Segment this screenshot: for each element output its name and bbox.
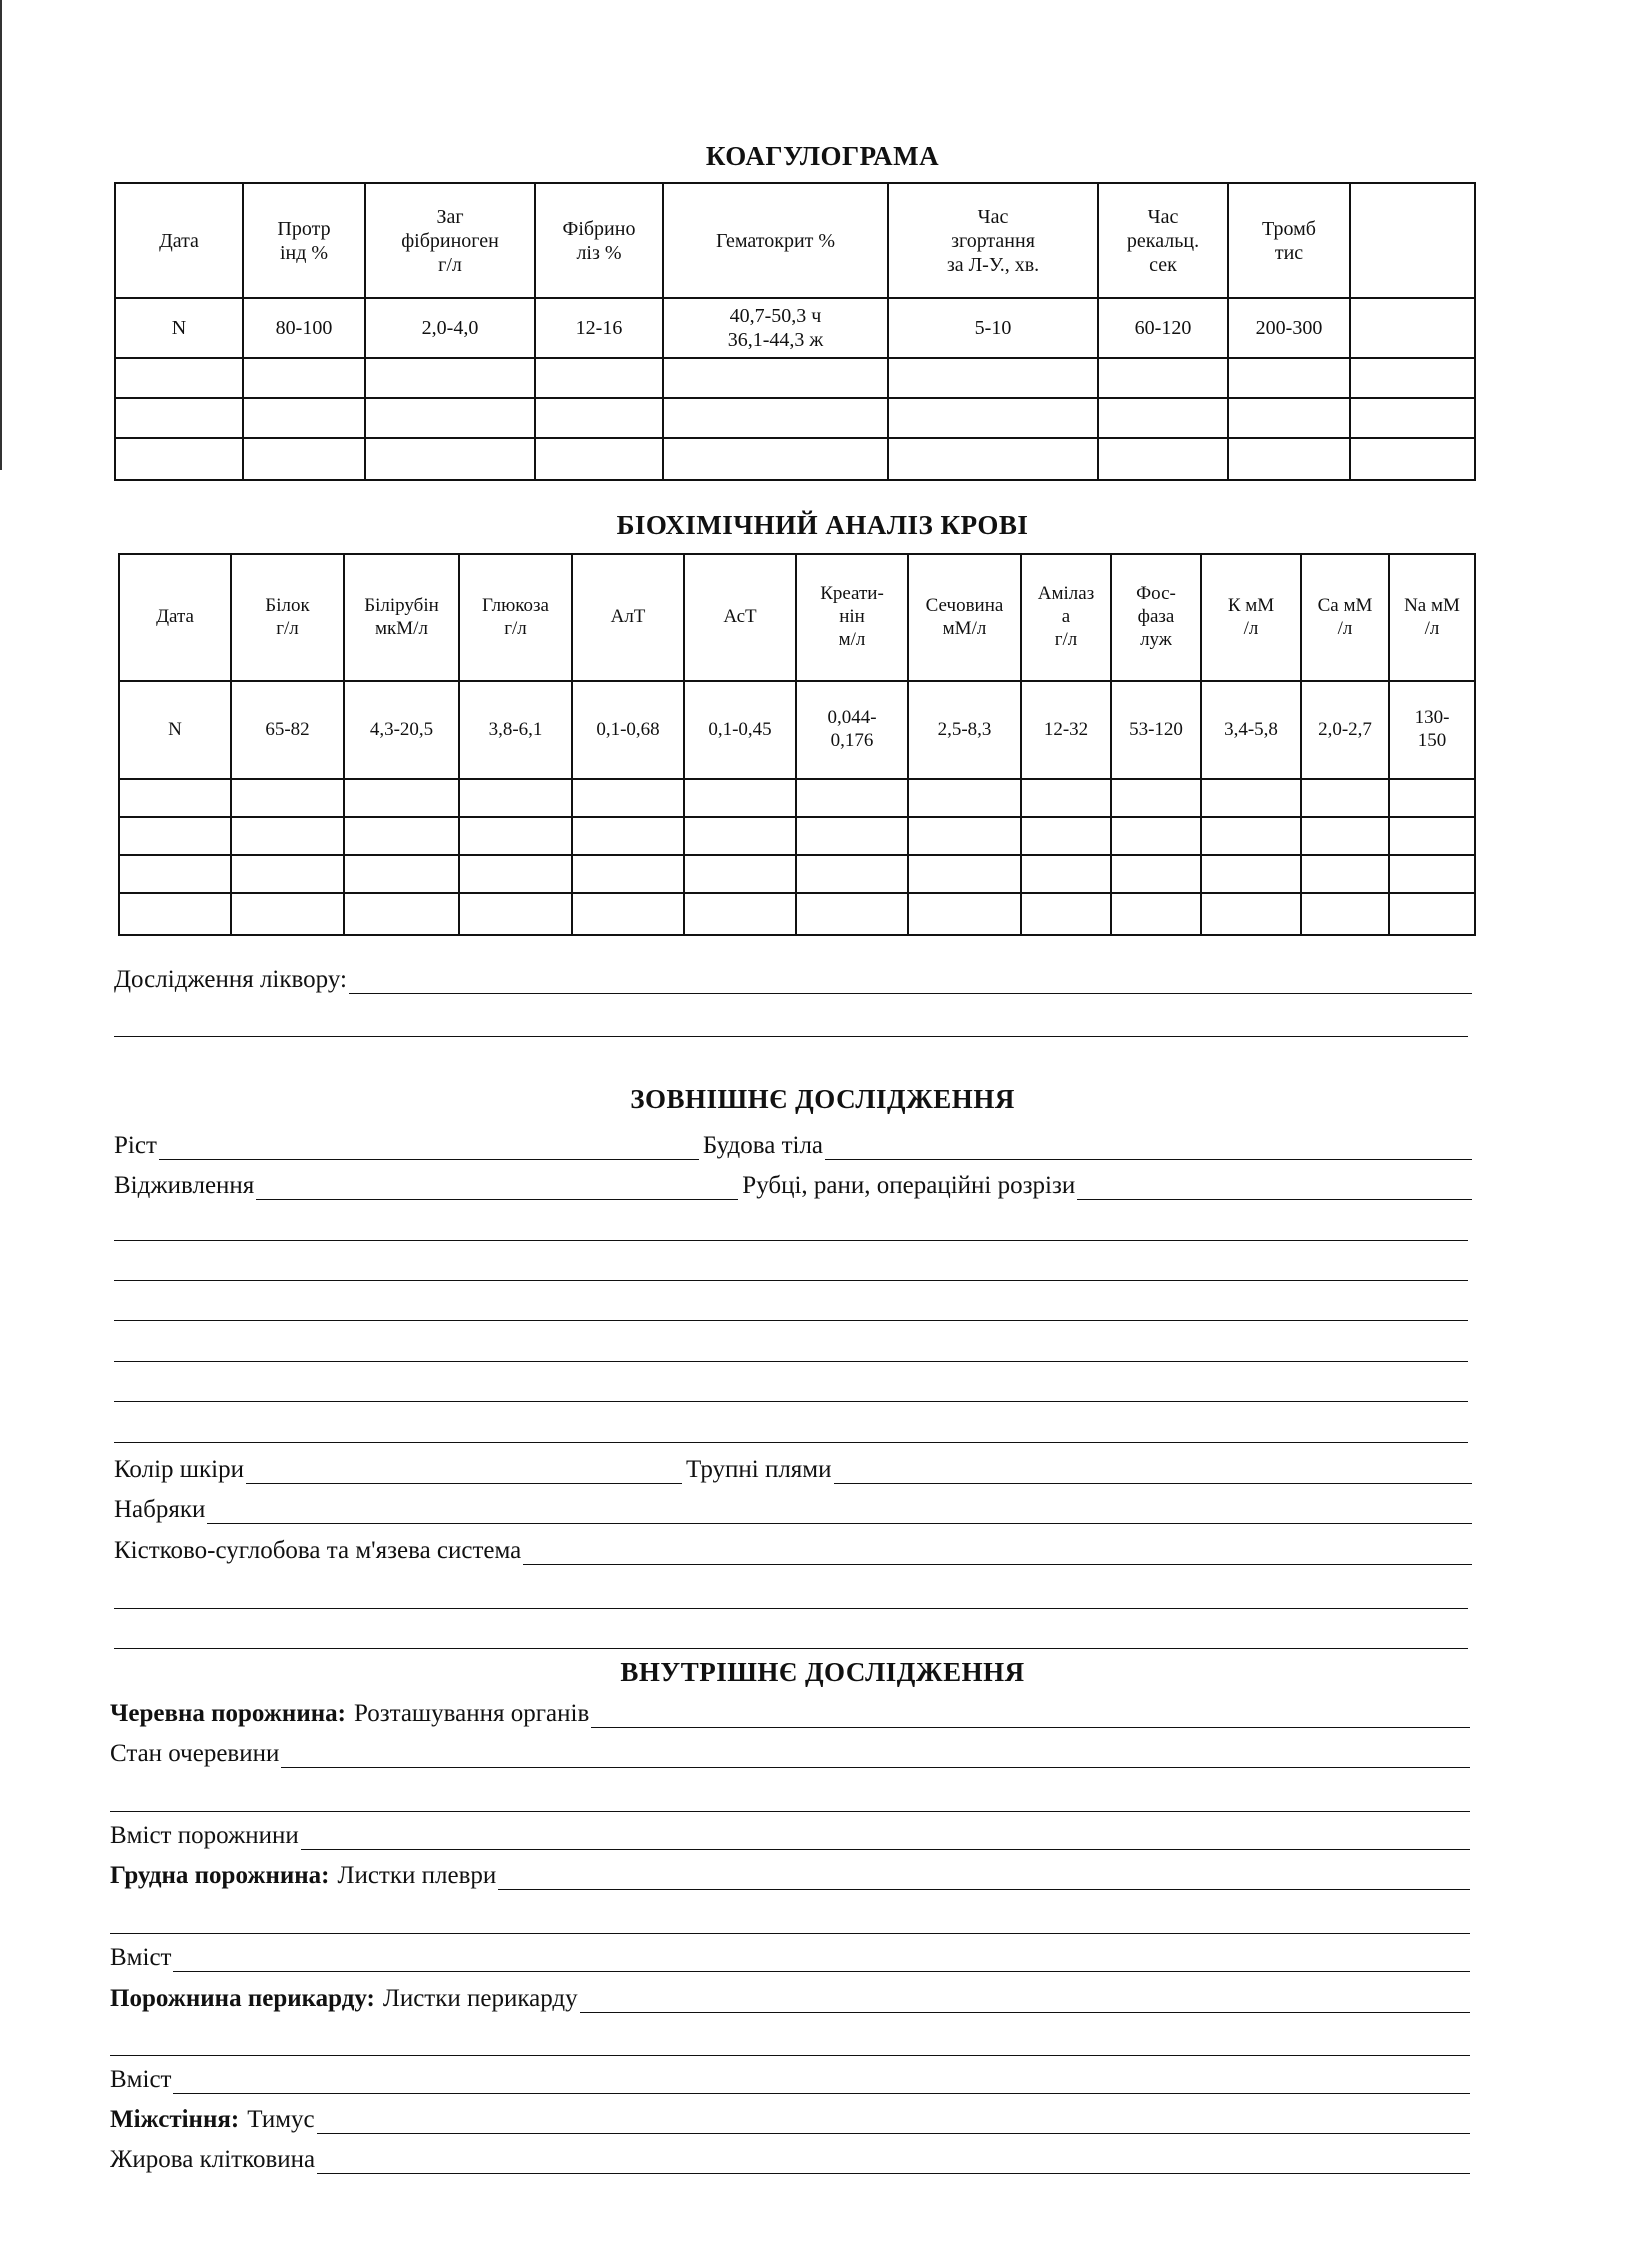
norm-cell xyxy=(1350,298,1475,358)
empty-cell[interactable] xyxy=(115,398,243,438)
empty-cell[interactable] xyxy=(459,779,572,817)
contents-label: Вміст xyxy=(110,1944,172,1971)
header-cell: АлТ xyxy=(572,554,684,681)
norm-cell: 4,3-20,5 xyxy=(344,681,459,779)
empty-cell[interactable] xyxy=(663,398,888,438)
table-header-row xyxy=(115,183,1475,298)
empty-cell[interactable] xyxy=(572,855,684,893)
header-cell: Заг фібриноген г/л xyxy=(365,183,535,298)
scars-input-line[interactable] xyxy=(1077,1167,1472,1200)
blank-line[interactable] xyxy=(114,1608,1468,1609)
empty-row[interactable] xyxy=(115,398,1475,438)
empty-cell[interactable] xyxy=(1301,817,1389,855)
empty-cell[interactable] xyxy=(344,779,459,817)
musculo-field[interactable] xyxy=(114,1533,1472,1565)
empty-cell[interactable] xyxy=(1389,855,1475,893)
contents-field-2[interactable] xyxy=(110,2062,1470,2094)
empty-cell[interactable] xyxy=(1389,893,1475,935)
header-cell: Глюкоза г/л xyxy=(459,554,572,681)
empty-cell[interactable] xyxy=(243,398,365,438)
empty-cell[interactable] xyxy=(365,358,535,398)
thymus-label: Тимус xyxy=(247,2106,315,2133)
contents-input-line[interactable] xyxy=(173,2061,1470,2094)
norm-cell: 2,0-2,7 xyxy=(1301,681,1389,779)
cavity-contents-field[interactable] xyxy=(110,1818,1470,1850)
build-input-line[interactable] xyxy=(825,1127,1472,1160)
blank-line[interactable] xyxy=(114,1240,1468,1241)
empty-cell[interactable] xyxy=(796,855,908,893)
empty-cell[interactable] xyxy=(1301,779,1389,817)
header-cell: АсТ xyxy=(684,554,796,681)
header-cell: Протр інд % xyxy=(243,183,365,298)
blank-line[interactable] xyxy=(110,2055,1470,2056)
norm-cell: 5-10 xyxy=(888,298,1098,358)
peritoneum-input-line[interactable] xyxy=(281,1735,1470,1768)
fat-label: Жирова клітковина xyxy=(110,2146,316,2173)
empty-cell[interactable] xyxy=(535,358,663,398)
empty-cell[interactable] xyxy=(1350,358,1475,398)
empty-cell[interactable] xyxy=(572,893,684,935)
empty-cell[interactable] xyxy=(1201,855,1301,893)
nutrition-input-line[interactable] xyxy=(256,1167,738,1200)
norm-cell: 3,8-6,1 xyxy=(459,681,572,779)
fat-field[interactable] xyxy=(110,2142,1470,2174)
empty-cell[interactable] xyxy=(1201,779,1301,817)
empty-cell[interactable] xyxy=(572,817,684,855)
pericardium-label: Порожнина перикарду: xyxy=(110,1985,375,2012)
table-header-row xyxy=(119,554,1475,681)
empty-cell[interactable] xyxy=(1228,438,1350,480)
peritoneum-field[interactable] xyxy=(110,1736,1470,1768)
empty-cell[interactable] xyxy=(684,893,796,935)
empty-cell[interactable] xyxy=(888,398,1098,438)
scars-label: Рубці, рани, операційні розрізи xyxy=(742,1172,1076,1199)
liquor-input-line[interactable] xyxy=(349,961,1472,994)
blank-line[interactable] xyxy=(114,1442,1468,1443)
thymus-input-line[interactable] xyxy=(317,2101,1470,2134)
empty-cell[interactable] xyxy=(908,817,1021,855)
empty-cell[interactable] xyxy=(115,358,243,398)
blank-line[interactable] xyxy=(114,1036,1468,1037)
thoracic-label: Грудна порожнина: xyxy=(110,1862,330,1889)
liquor-field[interactable] xyxy=(114,962,1472,994)
empty-cell[interactable] xyxy=(1098,358,1228,398)
empty-cell[interactable] xyxy=(459,855,572,893)
organs-label: Розташування органів xyxy=(353,1700,590,1727)
empty-cell[interactable] xyxy=(1389,817,1475,855)
mediastinum-field[interactable] xyxy=(110,2102,1470,2134)
abdominal-label: Черевна порожнина: xyxy=(110,1700,346,1727)
header-cell: Фос- фаза луж xyxy=(1111,554,1201,681)
skin-spots-field[interactable] xyxy=(114,1452,1472,1484)
norm-cell: 2,5-8,3 xyxy=(908,681,1021,779)
header-cell: Амілаз а г/л xyxy=(1021,554,1111,681)
empty-cell[interactable] xyxy=(535,438,663,480)
empty-cell[interactable] xyxy=(684,779,796,817)
pericardium-input-line[interactable] xyxy=(580,1980,1470,2013)
height-label: Ріст xyxy=(114,1132,157,1159)
empty-cell[interactable] xyxy=(459,893,572,935)
empty-cell[interactable] xyxy=(115,438,243,480)
blank-line[interactable] xyxy=(114,1280,1468,1281)
empty-cell[interactable] xyxy=(1111,893,1201,935)
empty-cell[interactable] xyxy=(535,398,663,438)
header-cell: Білірубін мкМ/л xyxy=(344,554,459,681)
empty-cell[interactable] xyxy=(1021,893,1111,935)
contents-field-1[interactable] xyxy=(110,1940,1470,1972)
musculo-label: Кістково-суглобова та м'язева система xyxy=(114,1537,522,1564)
empty-cell[interactable] xyxy=(908,855,1021,893)
header-cell: Фібрино ліз % xyxy=(535,183,663,298)
pleura-label: Листки плеври xyxy=(337,1862,497,1889)
spots-input-line[interactable] xyxy=(834,1451,1473,1484)
empty-cell[interactable] xyxy=(119,779,231,817)
coagulogram-title: КОАГУЛОГРАМА xyxy=(705,141,940,171)
header-cell: Білок г/л xyxy=(231,554,344,681)
norm-row xyxy=(115,298,1475,358)
edema-field[interactable] xyxy=(114,1492,1472,1524)
nutrition-scars-field[interactable] xyxy=(114,1168,1472,1200)
biochemistry-title: БІОХІМІЧНИЙ АНАЛІЗ КРОВІ xyxy=(616,510,1029,540)
peritoneum-label: Стан очеревини xyxy=(110,1740,280,1767)
norm-cell: N xyxy=(119,681,231,779)
norm-cell: 65-82 xyxy=(231,681,344,779)
empty-cell[interactable] xyxy=(243,438,365,480)
skin-label: Колір шкіри xyxy=(114,1456,244,1483)
mediastinum-label: Міжстіння: xyxy=(110,2106,240,2133)
blank-line[interactable] xyxy=(114,1361,1468,1362)
organs-input-line[interactable] xyxy=(591,1695,1470,1728)
header-cell: Na мМ /л xyxy=(1389,554,1475,681)
empty-cell[interactable] xyxy=(1301,855,1389,893)
abdominal-field[interactable] xyxy=(110,1696,1470,1728)
header-cell: К мМ /л xyxy=(1201,554,1301,681)
fat-input-line[interactable] xyxy=(317,2141,1470,2174)
norm-cell: 0,1-0,45 xyxy=(684,681,796,779)
empty-cell[interactable] xyxy=(1201,893,1301,935)
header-cell: Дата xyxy=(115,183,243,298)
empty-cell[interactable] xyxy=(796,817,908,855)
norm-cell: 12-16 xyxy=(535,298,663,358)
header-cell: Сечовина мМ/л xyxy=(908,554,1021,681)
height-build-field[interactable] xyxy=(114,1128,1472,1160)
header-cell: Час рекальц. сек xyxy=(1098,183,1228,298)
empty-row[interactable] xyxy=(115,358,1475,398)
empty-cell[interactable] xyxy=(344,855,459,893)
pericardium-sheets-label: Листки перикарду xyxy=(382,1985,578,2012)
page-edge-shadow xyxy=(0,0,2,470)
contents-input-line[interactable] xyxy=(173,1939,1470,1972)
blank-line[interactable] xyxy=(114,1401,1468,1402)
blank-line[interactable] xyxy=(114,1320,1468,1321)
empty-cell[interactable] xyxy=(365,438,535,480)
cavity-contents-input-line[interactable] xyxy=(301,1817,1470,1850)
empty-row[interactable] xyxy=(119,817,1475,855)
empty-cell[interactable] xyxy=(243,358,365,398)
empty-row[interactable] xyxy=(119,779,1475,817)
empty-cell[interactable] xyxy=(796,893,908,935)
musculo-input-line[interactable] xyxy=(523,1532,1472,1565)
header-cell: Креати- нін м/л xyxy=(796,554,908,681)
norm-cell: 40,7-50,3 ч 36,1-44,3 ж xyxy=(663,298,888,358)
edema-input-line[interactable] xyxy=(207,1491,1472,1524)
skin-input-line[interactable] xyxy=(246,1451,682,1484)
liquor-label: Дослідження ліквору: xyxy=(114,966,347,993)
empty-cell[interactable] xyxy=(1301,893,1389,935)
edema-label: Набряки xyxy=(114,1496,206,1523)
empty-cell[interactable] xyxy=(1389,779,1475,817)
norm-cell: 80-100 xyxy=(243,298,365,358)
empty-cell[interactable] xyxy=(459,817,572,855)
norm-cell: 53-120 xyxy=(1111,681,1201,779)
empty-row[interactable] xyxy=(119,893,1475,935)
norm-cell: 0,044- 0,176 xyxy=(796,681,908,779)
cavity-contents-label: Вміст порожнини xyxy=(110,1822,299,1849)
norm-cell: N xyxy=(115,298,243,358)
empty-cell[interactable] xyxy=(663,438,888,480)
empty-cell[interactable] xyxy=(119,893,231,935)
header-cell: Са мМ /л xyxy=(1301,554,1389,681)
norm-cell: 0,1-0,68 xyxy=(572,681,684,779)
empty-cell[interactable] xyxy=(1201,817,1301,855)
empty-cell[interactable] xyxy=(231,817,344,855)
empty-row[interactable] xyxy=(119,855,1475,893)
empty-cell[interactable] xyxy=(908,779,1021,817)
internal-title: ВНУТРІШНЄ ДОСЛІДЖЕННЯ xyxy=(620,1657,1025,1687)
empty-cell[interactable] xyxy=(888,438,1098,480)
empty-cell[interactable] xyxy=(231,855,344,893)
empty-cell[interactable] xyxy=(365,398,535,438)
empty-cell[interactable] xyxy=(796,779,908,817)
header-cell: Тромб тис xyxy=(1228,183,1350,298)
empty-cell[interactable] xyxy=(344,893,459,935)
nutrition-label: Відживлення xyxy=(114,1172,255,1199)
empty-cell[interactable] xyxy=(888,358,1098,398)
empty-cell[interactable] xyxy=(663,358,888,398)
empty-cell[interactable] xyxy=(1228,398,1350,438)
coagulogram-table xyxy=(114,182,1476,481)
norm-cell: 130- 150 xyxy=(1389,681,1475,779)
empty-cell[interactable] xyxy=(1098,438,1228,480)
empty-cell[interactable] xyxy=(344,817,459,855)
pleura-input-line[interactable] xyxy=(498,1857,1470,1890)
external-title: ЗОВНІШНЄ ДОСЛІДЖЕННЯ xyxy=(630,1084,1015,1114)
empty-cell[interactable] xyxy=(1021,855,1111,893)
empty-cell[interactable] xyxy=(1111,855,1201,893)
contents-label: Вміст xyxy=(110,2066,172,2093)
biochemistry-table xyxy=(118,553,1476,936)
pericardium-field[interactable] xyxy=(110,1981,1470,2013)
norm-cell: 2,0-4,0 xyxy=(365,298,535,358)
build-label: Будова тіла xyxy=(702,1132,824,1159)
empty-cell[interactable] xyxy=(231,779,344,817)
empty-cell[interactable] xyxy=(684,855,796,893)
norm-cell: 12-32 xyxy=(1021,681,1111,779)
empty-cell[interactable] xyxy=(1228,358,1350,398)
empty-cell[interactable] xyxy=(1350,398,1475,438)
empty-cell[interactable] xyxy=(684,817,796,855)
empty-cell[interactable] xyxy=(119,855,231,893)
empty-cell[interactable] xyxy=(119,817,231,855)
empty-cell[interactable] xyxy=(1098,398,1228,438)
thoracic-field[interactable] xyxy=(110,1858,1470,1890)
norm-cell: 3,4-5,8 xyxy=(1201,681,1301,779)
empty-row[interactable] xyxy=(115,438,1475,480)
empty-cell[interactable] xyxy=(1350,438,1475,480)
empty-cell[interactable] xyxy=(572,779,684,817)
spots-label: Трупні плями xyxy=(686,1456,832,1483)
header-cell: Дата xyxy=(119,554,231,681)
norm-cell: 60-120 xyxy=(1098,298,1228,358)
header-cell: Гематокрит % xyxy=(663,183,888,298)
empty-cell[interactable] xyxy=(231,893,344,935)
empty-cell[interactable] xyxy=(1021,817,1111,855)
blank-line[interactable] xyxy=(110,1933,1470,1934)
blank-line[interactable] xyxy=(114,1648,1468,1649)
empty-cell[interactable] xyxy=(1111,779,1201,817)
norm-cell: 200-300 xyxy=(1228,298,1350,358)
empty-cell[interactable] xyxy=(1111,817,1201,855)
empty-cell[interactable] xyxy=(908,893,1021,935)
header-cell xyxy=(1350,183,1475,298)
norm-row xyxy=(119,681,1475,779)
blank-line[interactable] xyxy=(110,1811,1470,1812)
height-input-line[interactable] xyxy=(159,1127,699,1160)
empty-cell[interactable] xyxy=(1021,779,1111,817)
header-cell: Час згортання за Л-У., хв. xyxy=(888,183,1098,298)
